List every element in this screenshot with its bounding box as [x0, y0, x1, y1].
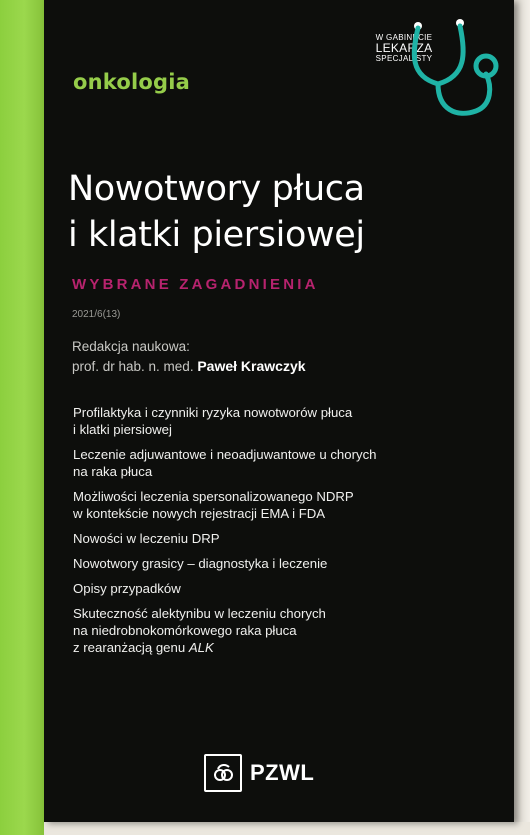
topic-line: na niedrobnokomórkowego raka płuca: [73, 623, 297, 638]
editor-line: [72, 358, 306, 374]
topic-line: Skuteczność alektynibu w leczeniu chorych: [73, 606, 326, 621]
topic-line: Możliwości leczenia spersonalizowanego NDRP: [73, 489, 354, 504]
gene-name: ALK: [188, 640, 214, 655]
topic-line: Nowotwory grasicy – diagnostyka i leczenie: [73, 556, 328, 571]
book-title: [68, 166, 508, 258]
editor-name: Paweł Krawczyk: [197, 358, 306, 374]
topic-line: [73, 639, 493, 656]
topic-line: Leczenie adjuwantowe i neoadjuwantowe u chorych: [73, 447, 377, 462]
editor-titles: prof. dr hab. n. med.: [72, 359, 194, 374]
topic-line: Opisy przypadków: [73, 581, 181, 596]
title-line-2: i klatki piersiowej: [68, 215, 365, 255]
badge-line-1: W GABINECIE: [375, 33, 433, 42]
topic-line: na raka płuca: [73, 464, 153, 479]
publisher-name: PZWL: [250, 760, 315, 785]
topic-item: [73, 605, 493, 656]
book-cover: [44, 0, 514, 822]
topic-item: [73, 404, 493, 438]
badge-line-3: SPECJALISTY: [375, 53, 433, 63]
topic-item: [73, 446, 493, 480]
topic-item: [73, 580, 493, 597]
topics-list: [73, 404, 493, 664]
badge-line-2: LEKARZA: [375, 41, 433, 56]
topic-item: [73, 488, 493, 522]
bottom-page-edge: [44, 822, 530, 835]
series-label: onkologia: [73, 70, 191, 94]
publisher-logo-icon: [204, 754, 242, 792]
book-subtitle: WYBRANE ZAGADNIENIA: [72, 276, 319, 293]
topic-line: i klatki piersiowej: [73, 422, 172, 437]
editor-label: Redakcja naukowa:: [72, 339, 190, 354]
topic-item: [73, 530, 493, 547]
book-spine: [0, 0, 44, 835]
issue-number: 2021/6(13): [72, 309, 121, 320]
topic-line-text: z rearanżacją genu: [73, 640, 186, 655]
topic-line: Profilaktyka i czynniki ryzyka nowotworów płuca: [73, 405, 353, 420]
topic-line: Nowości w leczeniu DRP: [73, 531, 220, 546]
series-badge: [344, 14, 509, 134]
stethoscope-icon: [404, 14, 509, 129]
publisher: [204, 753, 314, 793]
topic-line: w kontekście nowych rejestracji EMA i FDA: [73, 506, 326, 521]
page-edge: [514, 0, 530, 835]
topic-item: [73, 555, 493, 572]
title-line-1: Nowotwory płuca: [68, 169, 365, 209]
